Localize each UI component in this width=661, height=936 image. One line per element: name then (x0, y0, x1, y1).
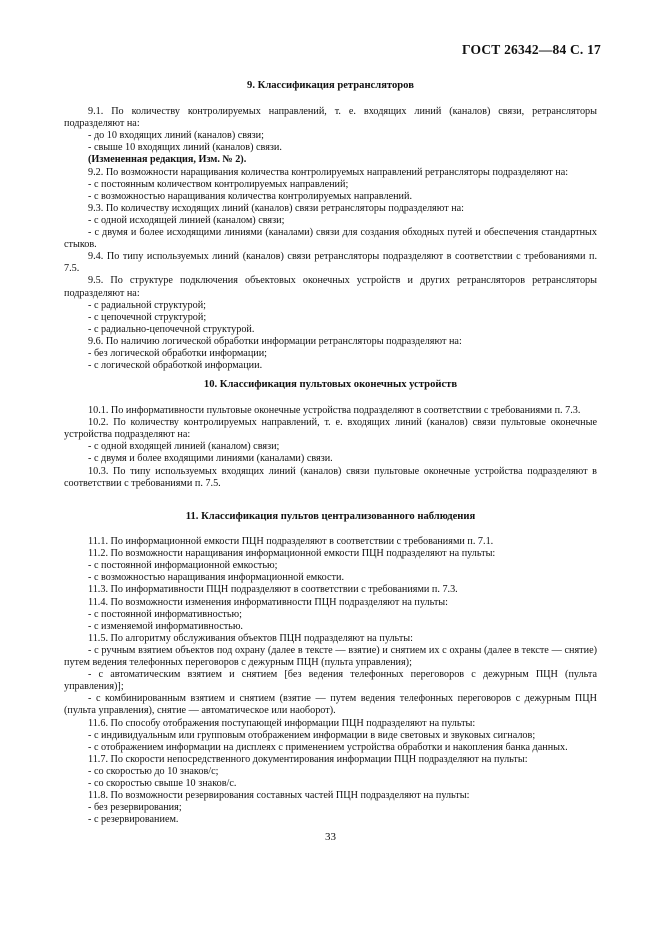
paragraph: 11.5. По алгоритму обслуживания объектов ПЦН подразделяют на пульты: (88, 632, 413, 644)
paragraph: 10.2. По количеству контролируемых направлений, т. е. входящих линий (каналов) связи пультовые оконечные устройства подразделяют на: (64, 417, 597, 441)
list-item: - с одной входящей линией (каналом) связи; (88, 441, 280, 453)
paragraph: - с автоматическим взятием и снятием [без ведения телефонных переговоров с дежурным ПЦН (пульта управления)]; (64, 669, 597, 693)
list-item: - с постоянным количеством контролируемых направлений; (88, 178, 349, 190)
paragraph: - с ручным взятием объектов под охрану (далее в тексте — взятие) и снятием их с охраны (далее в тексте — снятие) путем ведения телефонных переговоров с дежурным ПЦН (пульта управления); (64, 644, 597, 669)
list-item: - с постоянной информационной емкостью; (88, 560, 278, 572)
paragraph: 11.2. По возможности наращивания информационной емкости ПЦН подразделяют на пульты: (88, 548, 496, 560)
list-item: - с постоянной информативностью; (88, 608, 242, 620)
list-item: - со скоростью свыше 10 знаков/с. (88, 777, 237, 789)
list-item: - с отображением информации на дисплеях с применением устройства обработки и накопления банка данных. (88, 741, 568, 753)
list-item: - с логической обработкой информации. (88, 360, 263, 372)
paragraph: 10.1. По информативности пультовые оконечные устройства подразделяют в соответствии с требованиями п. 7.3. (88, 405, 581, 417)
paragraph: 9.6. По наличию логической обработки информации ретрансляторы подразделяют на: (88, 335, 462, 347)
paragraph: (Измененная редакция, Изм. № 2). (88, 154, 247, 166)
paragraph: 9.2. По возможности наращивания количества контролируемых направлений ретрансляторы подразделяют на: (88, 166, 569, 178)
paragraph: 10.3. По типу используемых входящих линий (каналов) связи пультовые оконечные устройства подразделяют в соответствии с требованиями п. 7.5. (64, 465, 597, 489)
paragraph: - с комбинированным взятием и снятием (взятие — путем ведения телефонных переговоров с дежурным ПЦН (пульта управления), снятие — автоматическое или наоборот). (64, 693, 597, 717)
list-item: - до 10 входящих линий (каналов) связи; (88, 130, 264, 142)
section-body (64, 536, 597, 826)
section-11 (64, 511, 597, 826)
list-item: - с цепочечной структурой; (88, 311, 207, 323)
list-item: - с одной исходящей линией (каналом) связи; (88, 214, 285, 226)
paragraph: - с двумя и более исходящими линиями (каналами) связи для создания обходных путей и обеспечения стандартных стыков. (64, 227, 597, 251)
paragraph: 9.3. По количеству исходящих линий (каналов) связи ретрансляторы подразделяют на: (88, 202, 465, 214)
paragraph: 9.5. По структуре подключения объектовых оконечных устройств и других ретрансляторов ретрансляторы подразделяют на: (64, 275, 597, 299)
paragraph: 11.7. По скорости непосредственного документирования информации ПЦН подразделяют на пульты: (88, 753, 528, 765)
paragraph: 9.1. По количеству контролируемых направлений, т. е. входящих линий (каналов) связи, ретрансляторы подразделяют на: (64, 106, 597, 130)
page-number: 33 (325, 831, 336, 843)
section-10 (64, 379, 597, 490)
paragraph: 9.4. По типу используемых линий (каналов) связи ретрансляторы подразделяют в соответствии с требованиями п. 7.5. (64, 251, 597, 275)
section-9 (64, 80, 597, 372)
section-body (64, 106, 597, 372)
list-item: - со скоростью до 10 знаков/с; (88, 765, 219, 777)
list-item: - с радиально-цепочечной структурой. (88, 323, 255, 335)
paragraph: 11.1. По информационной емкости ПЦН подразделяют в соответствии с требованиями п. 7.1. (88, 536, 494, 548)
list-item: - с изменяемой информативностью. (88, 620, 243, 632)
paragraph: 11.8. По возможности резервирования составных частей ПЦН подразделяют на пульты: (88, 790, 470, 802)
section-body (64, 405, 597, 490)
list-item: - с двумя и более входящими линиями (каналами) связи. (88, 453, 333, 465)
section-title: 9. Классификация ретрансляторов (247, 80, 414, 91)
list-item: - с индивидуальным или групповым отображением информации в виде световых и звуковых сигналов; (88, 729, 536, 741)
list-item: - без резервирования; (88, 802, 182, 814)
list-item: - свыше 10 входящих линий (каналов) связи. (88, 142, 282, 154)
section-title: 10. Классификация пультовых оконечных устройств (203, 379, 458, 390)
page-header: ГОСТ 26342—84 С. 17 (462, 42, 601, 57)
list-item: - с радиальной структурой; (88, 299, 206, 311)
list-item: - с возможностью наращивания информационной емкости. (88, 572, 344, 584)
list-item: - без логической обработки информации; (88, 347, 268, 359)
paragraph: 11.6. По способу отображения поступающей информации ПЦН подразделяют на пульты: (88, 717, 476, 729)
list-item: - с возможностью наращивания количества контролируемых направлений. (88, 190, 412, 202)
paragraph: 11.3. По информативности ПЦН подразделяют в соответствии с требованиями п. 7.3. (88, 584, 458, 596)
paragraph: 11.4. По возможности изменения информативности ПЦН подразделяют на пульты: (88, 596, 448, 608)
list-item: - с резервированием. (88, 814, 179, 826)
section-title: 11. Классификация пультов централизованного наблюдения (185, 511, 476, 522)
